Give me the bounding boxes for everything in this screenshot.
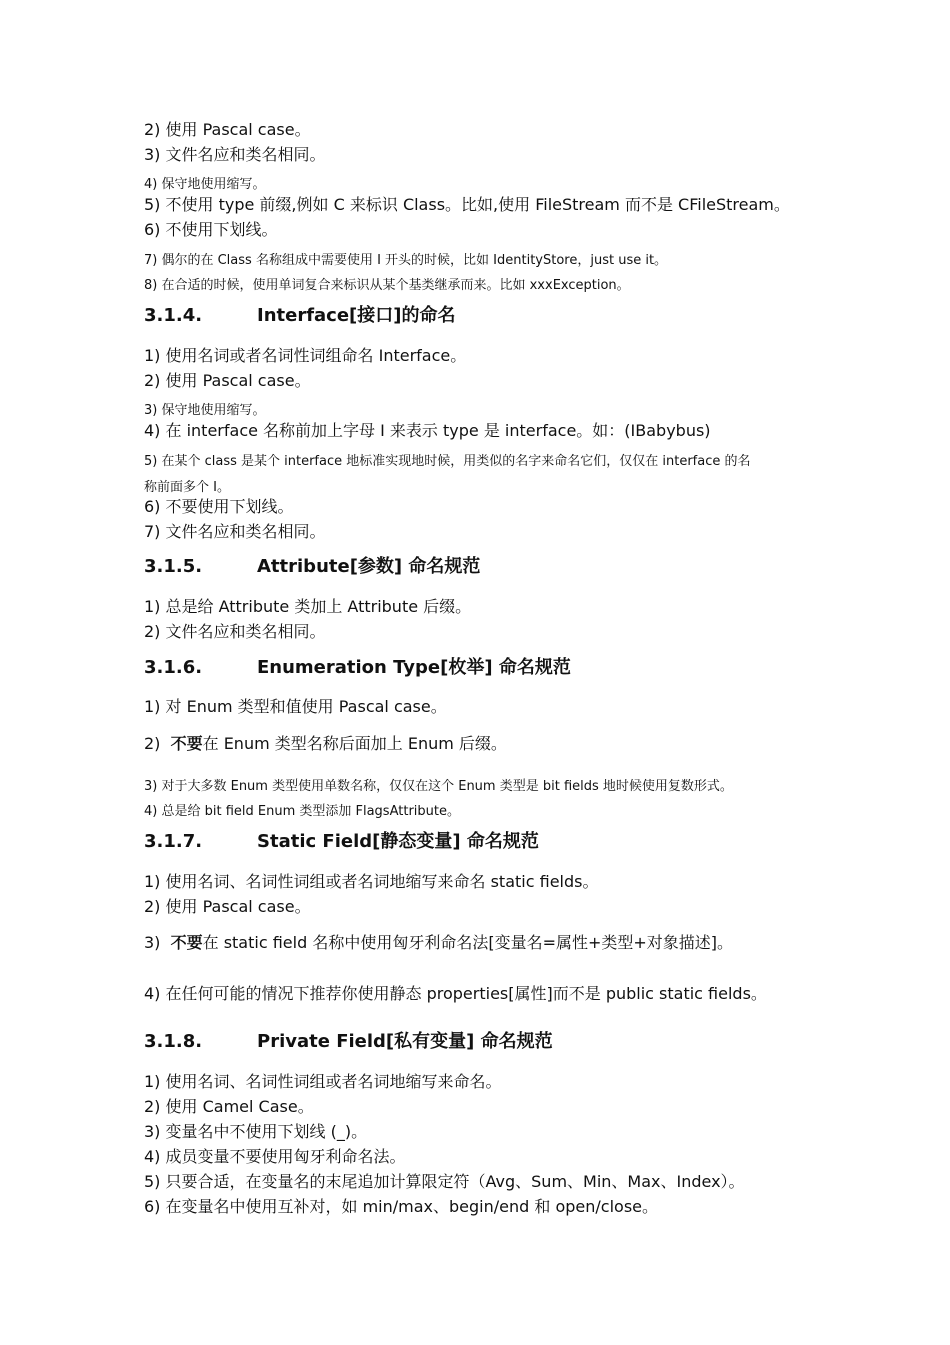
section-number: 3.1.6. — [144, 657, 203, 678]
section-number: 3.1.8. — [144, 1031, 203, 1052]
emphasis-text: 不要 — [170, 933, 203, 952]
emphasis-text: 不要 — [170, 734, 203, 753]
list-item — [144, 930, 733, 953]
section-heading — [144, 653, 571, 679]
section-number: 3.1.5. — [144, 556, 203, 577]
list-item: 3) 文件名应和类名相同。 — [144, 145, 326, 164]
list-item: 8) 在合适的时候，使用单词复合来标识从某个基类继承而来。比如 xxxException。 — [144, 278, 630, 293]
section-number: 3.1.7. — [144, 831, 203, 852]
section-number: 3.1.4. — [144, 305, 203, 326]
list-text: 在 Enum 类型名称后面加上 Enum 后缀。 — [202, 734, 507, 753]
list-text: 在 static field 名称中使用匈牙利命名法[变量名=属性+类型+对象描述]。 — [202, 933, 734, 952]
list-item: 4) 总是给 bit field Enum 类型添加 FlagsAttribute。 — [144, 804, 460, 819]
section-heading — [144, 1027, 553, 1053]
section-heading — [144, 827, 539, 853]
list-item — [144, 731, 507, 754]
list-item: 6) 不要使用下划线。 — [144, 497, 294, 516]
list-item: 6) 不使用下划线。 — [144, 220, 278, 239]
list-item-continuation: 称前面多个 I。 — [144, 480, 230, 495]
list-item: 4) 在任何可能的情况下推荐你使用静态 properties[属性]而不是 public static fields。 — [144, 984, 767, 1003]
list-number: 3) — [144, 933, 161, 952]
list-item: 2) 使用 Pascal case。 — [144, 897, 311, 916]
list-item: 2) 使用 Pascal case。 — [144, 120, 311, 139]
section-title: Interface[接口]的命名 — [257, 305, 456, 326]
section-heading — [144, 552, 480, 578]
list-item: 3) 变量名中不使用下划线 (_)。 — [144, 1122, 368, 1141]
list-item: 6) 在变量名中使用互补对，如 min/max、begin/end 和 open/close。 — [144, 1197, 658, 1216]
section-title: Static Field[静态变量] 命名规范 — [257, 831, 539, 852]
list-item: 7) 文件名应和类名相同。 — [144, 522, 326, 541]
section-title: Enumeration Type[枚举] 命名规范 — [257, 657, 571, 678]
list-item: 1) 总是给 Attribute 类加上 Attribute 后缀。 — [144, 597, 472, 616]
list-item: 1) 对 Enum 类型和值使用 Pascal case。 — [144, 697, 447, 716]
list-item: 2) 文件名应和类名相同。 — [144, 622, 326, 641]
list-item: 1) 使用名词、名词性词组或者名词地缩写来命名 static fields。 — [144, 872, 599, 891]
list-item: 4) 成员变量不要使用匈牙利命名法。 — [144, 1147, 406, 1166]
list-item: 5) 不使用 type 前缀,例如 C 来标识 Class。比如,使用 FileStream 而不是 CFileStream。 — [144, 195, 790, 214]
list-item: 4) 保守地使用缩写。 — [144, 177, 266, 192]
list-item: 5) 在某个 class 是某个 interface 地标准实现地时候，用类似的名字来命名它们，仅仅在 interface 的名 — [144, 454, 751, 469]
section-title: Attribute[参数] 命名规范 — [257, 556, 481, 577]
section-heading — [144, 301, 456, 327]
list-item: 3) 保守地使用缩写。 — [144, 403, 266, 418]
list-item: 2) 使用 Pascal case。 — [144, 371, 311, 390]
section-title: Private Field[私有变量] 命名规范 — [257, 1031, 553, 1052]
list-item: 1) 使用名词或者名词性词组命名 Interface。 — [144, 346, 467, 365]
list-item: 7) 偶尔的在 Class 名称组成中需要使用 I 开头的时候，比如 IdentityStore，just use it。 — [144, 253, 668, 268]
list-item: 4) 在 interface 名称前加上字母 I 来表示 type 是 interface。如：(IBabybus) — [144, 421, 711, 440]
list-number: 2) — [144, 734, 161, 753]
list-item: 1) 使用名词、名词性词组或者名词地缩写来命名。 — [144, 1072, 502, 1091]
list-item: 3) 对于大多数 Enum 类型使用单数名称，仅仅在这个 Enum 类型是 bit fields 地时候使用复数形式。 — [144, 779, 733, 794]
list-item: 5) 只要合适，在变量名的末尾追加计算限定符（Avg、Sum、Min、Max、Index）。 — [144, 1172, 745, 1191]
list-item: 2) 使用 Camel Case。 — [144, 1097, 314, 1116]
